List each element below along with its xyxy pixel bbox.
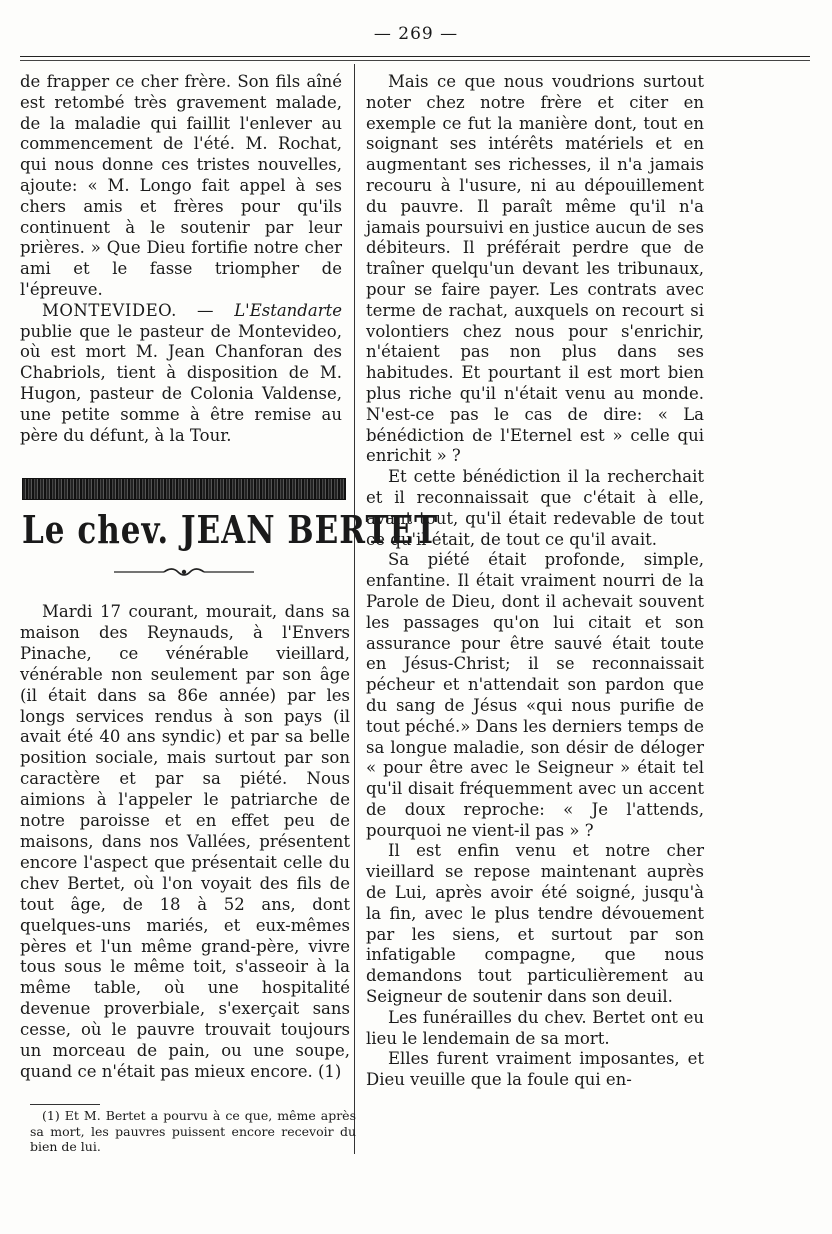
article-paragraph: Mais ce que nous voudrions surtout noter chez notre frère et citer en exemple ce fut la manière dont, tout en soignant ses intérêts matériels et en augmentant ses richesses, il n'a jamais recouru à l'usure, ni au dépouillement du pauvre. Il paraît même qu'il n'a jamais poursuivi en justice aucun de ses débiteurs. Il préférait perdre que de traîner quelqu'un devant les tribunaux, pour se faire payer. Les contrats avec terme de rachat, auxquels on recourt si volontiers chez nous pour s'enrichir, n'étaient pas non plus dans ses habitudes. Et pourtant il est mort bien plus riche qu'il n'était venu au monde. N'est-ce pas le cas de dire: « La bénédiction de l'Eternel est » celle qui enrichit » ?	[366, 72, 704, 466]
footnote: (1) Et M. Bertet a pourvu à ce que, même après sa mort, les pauvres puissent encore recevoir du bien de lui.	[30, 1108, 356, 1154]
column-divider	[354, 64, 355, 1154]
left-column	[20, 72, 342, 446]
ornamental-divider-bar	[22, 478, 346, 500]
montevideo-text: publie que le pasteur de Montevideo, où est mort M. Jean Chanforan des Chabriols, tient à disposition de M. Hugon, pasteur de Colonia Valdense, une petite somme à être remise au père du défunt, à la Tour.	[20, 321, 342, 445]
article-paragraph: Il est enfin venu et notre cher vieillard se repose maintenant auprès de Lui, après avoir été soigné, jusqu'à la fin, avec le plus tendre dévouement par les siens, et surtout par son infatigable compagne, que nous demandons tout particulièrement au Seigneur de soutenir dans son deuil.	[366, 841, 704, 1007]
article-paragraph: Et cette bénédiction il la recherchait et il reconnaissait que c'était à elle, avant tout, qu'il était redevable de tout ce qu'il était, de tout ce qu'il avait.	[366, 467, 704, 549]
header-rule-secondary	[20, 60, 810, 61]
article-paragraph: Elles furent vraiment imposantes, et Dieu veuille que la foule qui en-	[366, 1049, 704, 1090]
montevideo-dateline: MONTEVIDEO. —	[42, 300, 235, 320]
flourish-ornament-icon	[114, 566, 254, 578]
right-column	[366, 72, 704, 1091]
article-paragraph: Mardi 17 courant, mourait, dans sa maison des Reynauds, à l'Envers Pinache, ce vénérable vieillard, vénérable non seulement par son âge (il était dans sa 86e année) par les longs services rendus à son pays (il avait été 40 ans syndic) et par sa belle position sociale, mais surtout par son caractère et par sa piété. Nous aimions à l'appeler le patriarche de notre paroisse et en effet peu de maisons, dans nos Vallées, présentent encore l'aspect que présentait celle du chev Bertet, où l'on voyait des fils de tout âge, de 18 à 52 ans, dont quelques-uns mariés, et eux-mêmes pères et l'un même grand-père, vivre tous sous le même toit, s'asseoir à la même table, où une hospitalité devenue proverbiale, s'exerçait sans cesse, où le pauvre trouvait toujours un morceau de pain, ou une soupe, quand ce n'était pas mieux encore. (1)	[20, 602, 350, 1081]
article-left-body	[20, 602, 350, 1083]
article-paragraph: Les funérailles du chev. Bertet ont eu lieu le lendemain de sa mort.	[366, 1007, 704, 1048]
left-continuation-paragraph: de frapper ce cher frère. Son fils aîné est retombé très gravement malade, de la maladie qui faillit l'enlever au commencement de l'été. M. Rochat, qui nous donne ces tristes nouvelles, ajoute: « M. Longo fait appel à ses chers amis et frères pour qu'ils continuent à le soutenir par leur prières. » Que Dieu fortifie notre cher ami et le fasse triompher de l'épreuve.	[20, 72, 342, 299]
header-rule	[20, 56, 810, 57]
page-number: — 269 —	[373, 24, 459, 44]
montevideo-newspaper-name: L'Estandarte	[234, 300, 342, 320]
footnote-rule	[30, 1104, 100, 1105]
article-paragraph: Sa piété était profonde, simple, enfantine. Il était vraiment nourri de la Parole de Dieu, dont il achevait souvent les passages qu'on lui citait et son assurance pour être sauvé était toute en Jésus-Christ; il se reconnaissait pécheur et n'attendait son pardon que du sang de Jésus «qui nous purifie de tout péché.» Dans les derniers temps de sa longue maladie, son désir de déloger « pour être avec le Seigneur » était tel qu'il disait fréquemment avec un accent de doux reproche: « Je l'attends, pourquoi ne vient-il pas » ?	[366, 550, 704, 840]
article-headline: Le chev. JEAN BERTET	[22, 508, 439, 553]
montevideo-paragraph	[20, 301, 342, 447]
